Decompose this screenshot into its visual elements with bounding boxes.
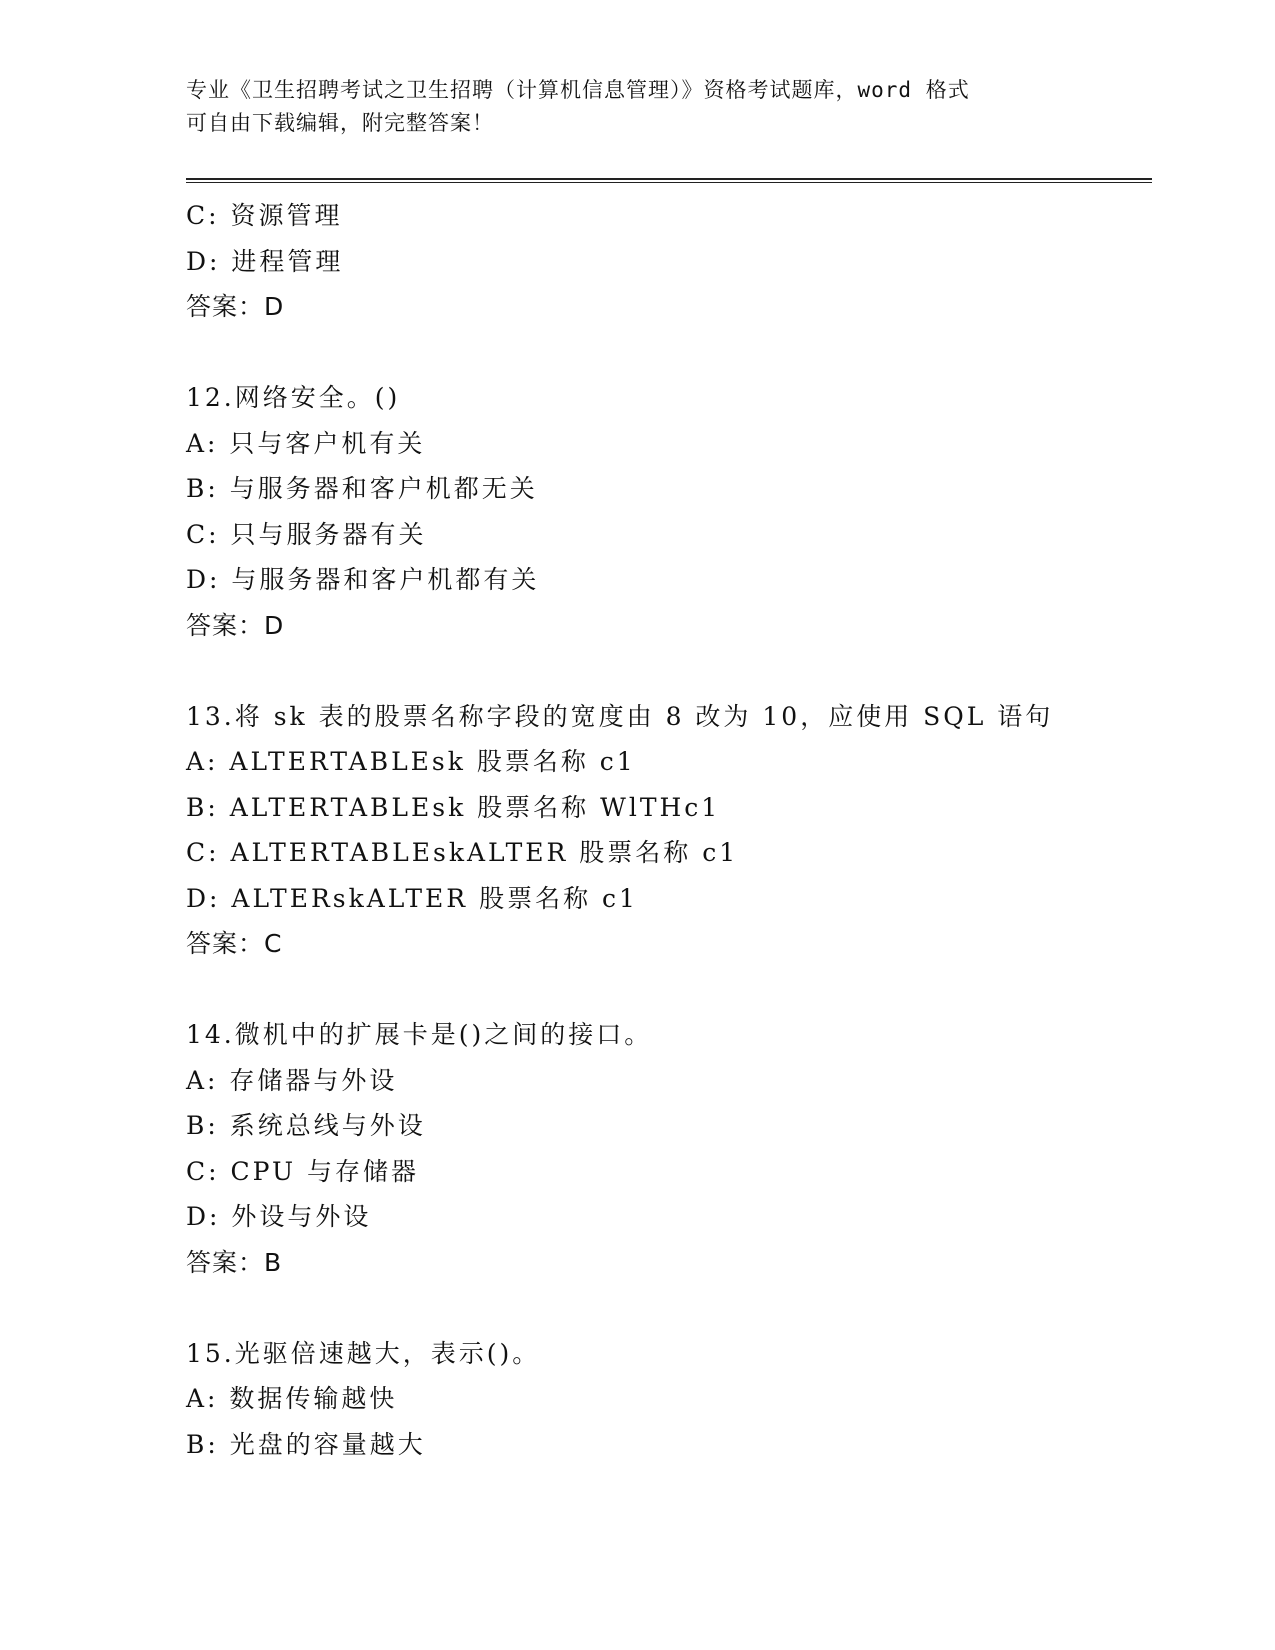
question-block-15 <box>186 1331 1146 1468</box>
question-text: 13.将 sk 表的股票名称字段的宽度由 8 改为 10，应使用 SQL 语句 <box>186 701 1054 731</box>
option-d: D: ALTERskALTER 股票名称 c1 <box>186 883 638 913</box>
question-text: 14.微机中的扩展卡是()之间的接口。 <box>186 1020 653 1049</box>
answer-line: 答案：C <box>186 929 283 958</box>
question-block-14 <box>186 1012 1146 1285</box>
option-b: B: 与服务器和客户机都无关 <box>186 474 538 503</box>
document-header <box>186 74 1086 140</box>
answer-line: 答案：B <box>186 1247 283 1277</box>
option-b: B: 光盘的容量越大 <box>186 1429 426 1459</box>
option-c: C: CPU 与存储器 <box>186 1156 420 1186</box>
option-d: D: 外设与外设 <box>186 1202 372 1231</box>
spacer <box>186 330 1146 376</box>
answer-line: 答案：D <box>186 610 285 640</box>
spacer <box>186 1285 1146 1331</box>
question-text: 15.光驱倍速越大，表示()。 <box>186 1338 541 1368</box>
option-d: D: 进程管理 <box>186 246 344 276</box>
option-c: C: ALTERTABLEskALTER 股票名称 c1 <box>186 838 739 867</box>
option-b: B: 系统总线与外设 <box>186 1111 426 1140</box>
header-line-1: 专业《卫生招聘考试之卫生招聘（计算机信息管理）》资格考试题库，word 格式 <box>186 78 970 102</box>
header-divider-thick <box>186 178 1152 180</box>
option-b: B: ALTERTABLEsk 股票名称 WlTHc1 <box>186 792 721 822</box>
spacer <box>186 648 1146 694</box>
question-block-11 <box>186 193 1146 330</box>
header-divider-thin <box>186 182 1152 183</box>
option-a: A: 存储器与外设 <box>186 1065 398 1095</box>
option-a: A: 数据传输越快 <box>186 1384 398 1413</box>
spacer <box>186 967 1146 1013</box>
question-block-12 <box>186 375 1146 648</box>
option-d: D: 与服务器和客户机都有关 <box>186 565 540 594</box>
question-text: 12.网络安全。() <box>186 383 401 412</box>
option-a: A: ALTERTABLEsk 股票名称 c1 <box>186 747 636 776</box>
option-c: C: 资源管理 <box>186 201 343 230</box>
option-c: C: 只与服务器有关 <box>186 519 427 549</box>
answer-line: 答案：D <box>186 292 285 321</box>
question-block-13 <box>186 694 1146 967</box>
question-list <box>186 193 1146 1467</box>
header-line-2: 可自由下载编辑，附完整答案！ <box>186 111 494 135</box>
option-a: A: 只与客户机有关 <box>186 428 426 458</box>
